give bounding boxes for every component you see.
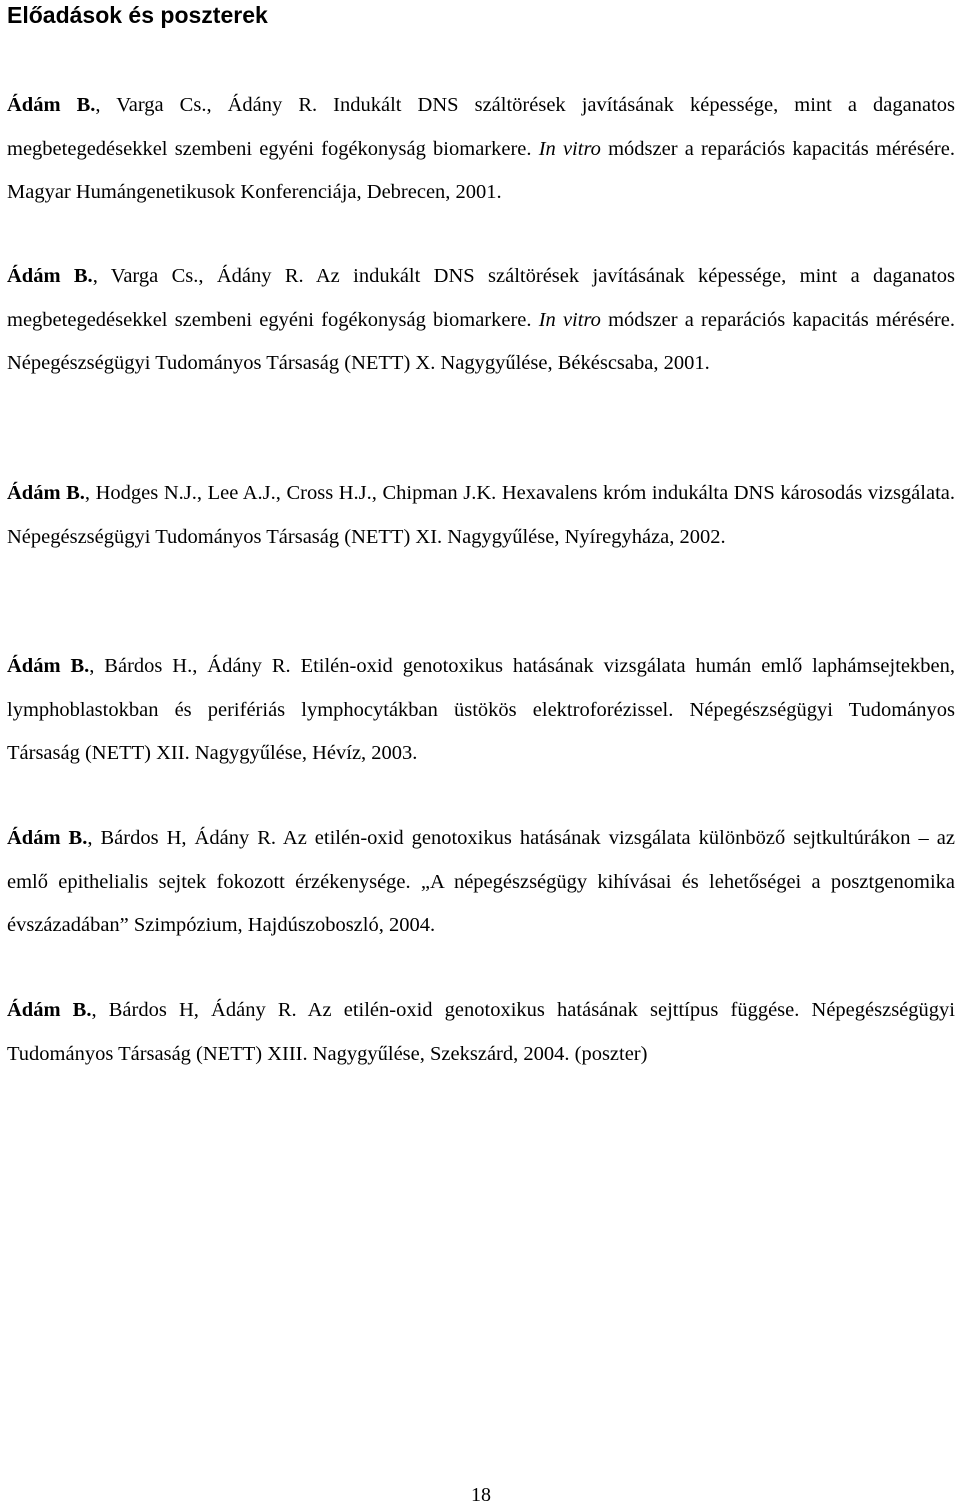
section-heading: Előadások és poszterek xyxy=(7,2,268,28)
entry-text: , Bárdos H, Ádány R. Az etilén-oxid genotoxikus hatásának sejttípus függése. Népegészségügyi Tudományos Társaság (NETT) XIII. Nagygyűlése, Szekszárd, 2004. (poszter) xyxy=(7,999,955,1065)
lead-author: Ádám B. xyxy=(7,999,92,1021)
lead-author: Ádám B. xyxy=(7,655,90,677)
presentation-entry xyxy=(7,472,955,559)
entry-text: , Hodges N.J., Lee A.J., Cross H.J., Chipman J.K. Hexavalens króm indukálta DNS károsodás vizsgálata. Népegészségügyi Tudományos Társaság (NETT) XI. Nagygyűlése, Nyíregyháza, 2002. xyxy=(7,482,955,548)
entry-text-continued: módszer a reparációs kapacitás mérésére. Magyar Humángenetikusok Konferenciája, Debrecen, 2001. xyxy=(7,137,955,203)
entry-italic-text: In vitro xyxy=(538,308,601,331)
lead-author: Ádám B. xyxy=(7,94,96,116)
entry-text-continued: módszer a reparációs kapacitás mérésére. Népegészségügyi Tudományos Társaság (NETT) X. Nagygyűlése, Békéscsaba, 2001. xyxy=(7,308,955,374)
entry-text: , Bárdos H., Ádány R. Etilén-oxid genotoxikus hatásának vizsgálata humán emlő laphámsejtekben, lymphoblastokban és perifériás lymphocytákban üstökös elektroforézissel. Népegészségügyi Tudományos Társaság (NETT) XII. Nagygyűlése, Hévíz, 2003. xyxy=(7,655,955,764)
entry-text: , Varga Cs., Ádány R. Az indukált DNS száltörések javításának képessége, mint a daganatos megbetegedésekkel szembeni egyéni fogékonyság biomarkere. xyxy=(7,265,955,331)
presentation-entry xyxy=(7,645,955,776)
lead-author: Ádám B. xyxy=(7,827,88,849)
lead-author: Ádám B. xyxy=(7,265,93,287)
presentation-entry xyxy=(7,84,955,215)
presentation-entry xyxy=(7,255,955,386)
entry-italic-text: In vitro xyxy=(538,137,601,160)
lead-author: Ádám B. xyxy=(7,482,85,504)
presentation-entry xyxy=(7,817,955,948)
entry-text: , Varga Cs., Ádány R. Indukált DNS száltörések javításának képessége, mint a daganatos megbetegedésekkel szembeni egyéni fogékonyság biomarkere. xyxy=(7,94,955,160)
page-number: 18 xyxy=(471,1484,491,1506)
poster-entry xyxy=(7,989,955,1076)
entry-text: , Bárdos H, Ádány R. Az etilén-oxid genotoxikus hatásának vizsgálata különböző sejtkultúrákon – az emlő epithelialis sejtek fokozott érzékenysége. „A népegészségügy kihívásai és lehetőségei a posztgenomika évszázadában” Szimpózium, Hajdúszoboszló, 2004. xyxy=(7,827,955,936)
